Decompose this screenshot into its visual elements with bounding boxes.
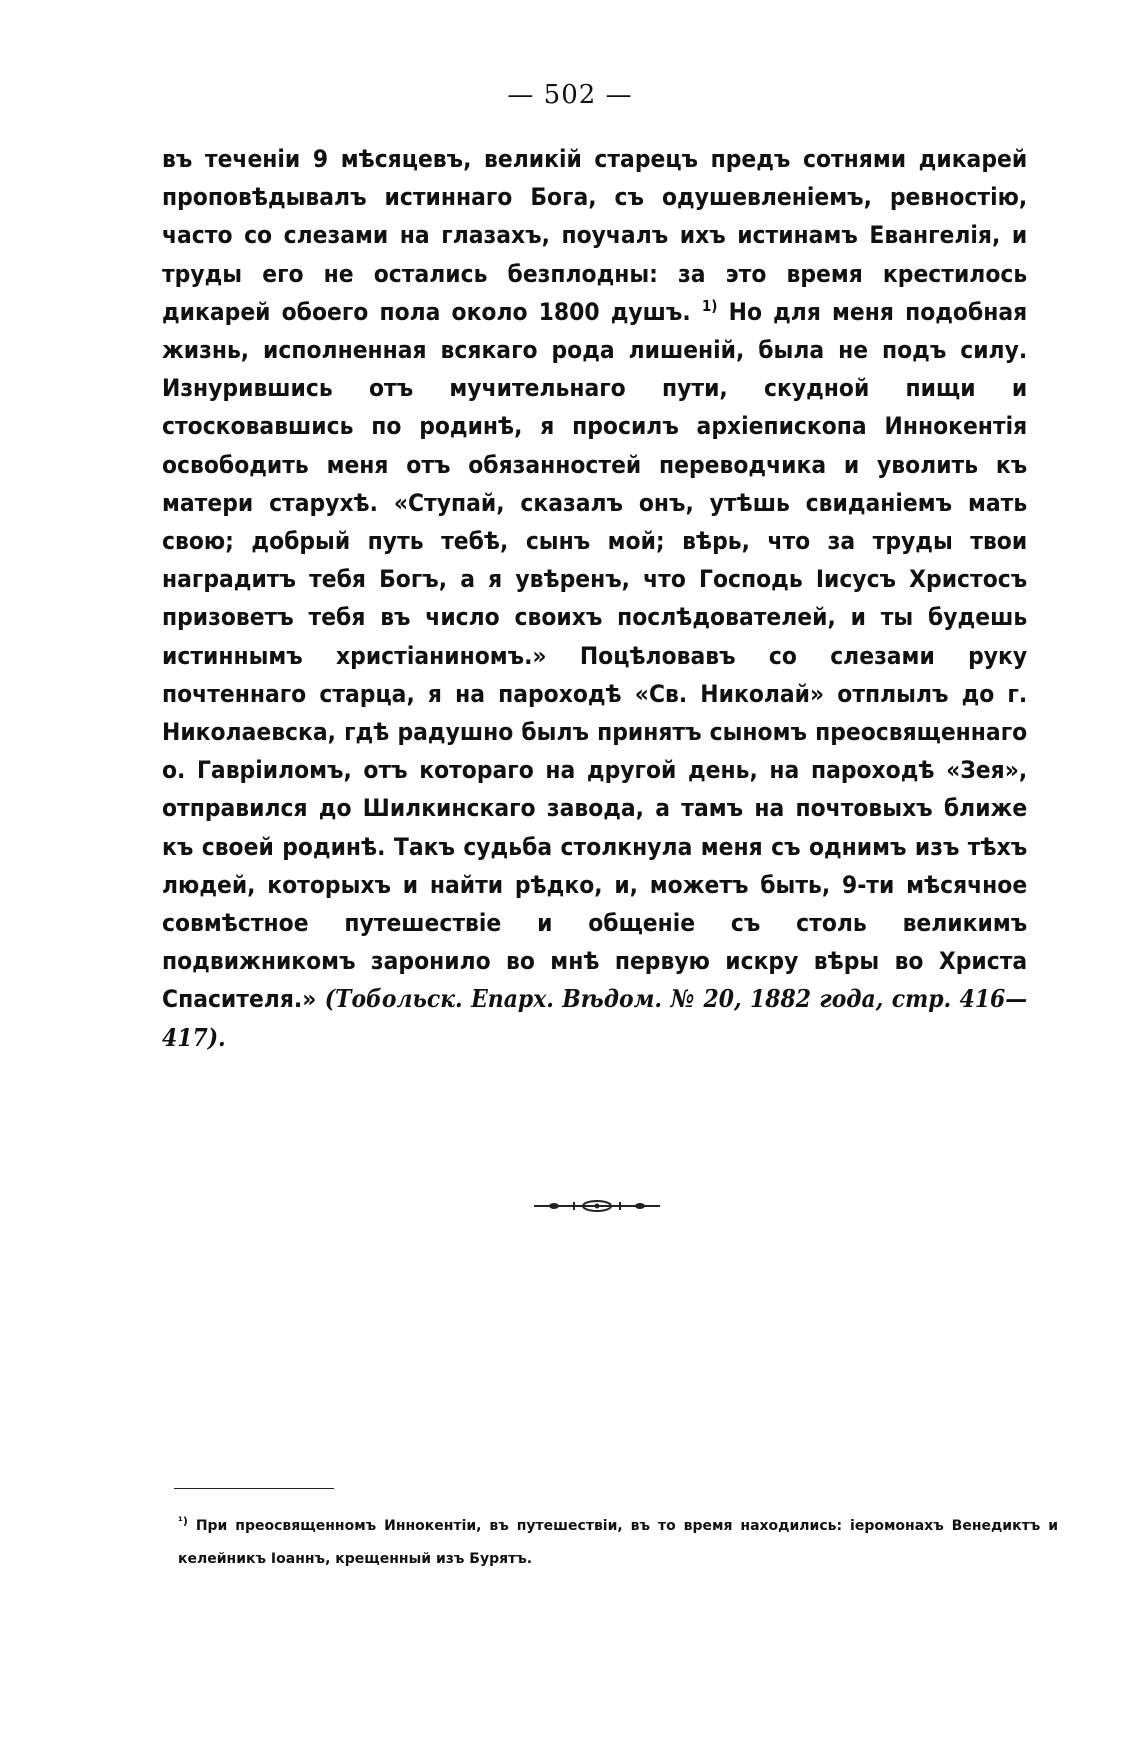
footnote (178, 1510, 1058, 1576)
footnote-divider (174, 1488, 334, 1489)
source-citation: (Тобольск. Епарх. Вѣдом. № 20, 1882 года, стр. 416—417). (162, 984, 1028, 1052)
paragraph-text-part-1: въ теченiи 9 мѣсяцевъ, великiй старецъ предъ сотнями дикарей проповѣдывалъ истиннаго Бога, съ одушевленiемъ, ревностiю, часто со слезами на глазахъ, поучалъ ихъ истинамъ Евангелiя, и труды его не остались безплодны: за это время крестилось дикарей обоего пола около 1800 душъ. (162, 145, 1028, 326)
footnote-mark: ¹) (178, 1514, 188, 1528)
section-ornament-icon (532, 1196, 662, 1216)
page-number: — 502 — (507, 80, 633, 110)
paragraph-text-part-2: Но для меня подобная жизнь, исполненная всякаго рода лишенiй, была не подъ силу. Изнурившись отъ мучительнаго пути, скудной пищи и стосковавшись по родинѣ, я просилъ архiепископа Иннокентiя освободить меня отъ обязанностей переводчика и уволить къ матери старухѣ. «Ступай, сказалъ онъ, утѣшь свиданiемъ мать свою; добрый путь тебѣ, сынъ мой; вѣрь, что за труды твои наградитъ тебя Богъ, а я увѣренъ, что Господь Iисусъ Христосъ призоветъ тебя въ число своихъ послѣдователей, и ты будешь истиннымъ христiаниномъ.» Поцѣловавъ со слезами руку почтеннаго старца, я на пароходѣ «Св. Николай» отплылъ до г. Николаевска, гдѣ радушно былъ принятъ сыномъ преосвященнаго о. Гаврiиломъ, отъ котораго на другой день, на пароходѣ «Зея», отправился до Шилкинскаго завода, а тамъ на почтовыхъ ближе къ своей родинѣ. Такъ судьба столкнула меня съ однимъ изъ тѣхъ людей, которыхъ и найти рѣдко, и, можетъ быть, 9-ти мѣсячное совмѣстное путешествiе и общенiе съ столь великимъ подвижникомъ заронило во мнѣ первую искру вѣры во Христа Спасителя.» (162, 297, 1028, 1014)
footnote-text: При преосвященномъ Иннокентiи, въ путешествiи, въ то время находились: iеромонахъ Венедиктъ и келейникъ Iоаннъ, крещенный изъ Бурятъ. (178, 1518, 1058, 1567)
footnote-reference[interactable]: 1) (701, 296, 718, 315)
main-paragraph (162, 140, 1027, 1057)
